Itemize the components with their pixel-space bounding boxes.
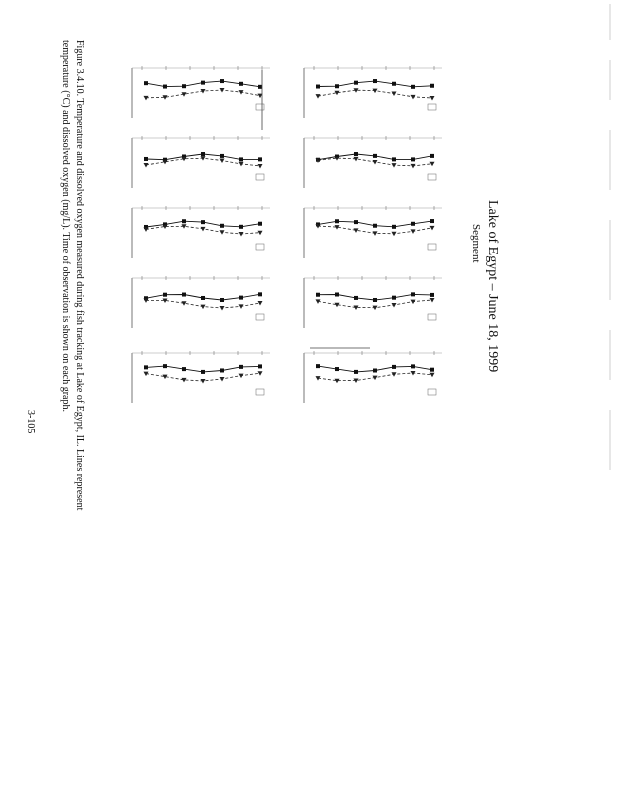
panel-legend-box: [256, 174, 264, 180]
page-number: 3-105: [25, 410, 36, 434]
data-point: [144, 227, 149, 232]
panel-legend-box: [256, 244, 264, 250]
data-point: [430, 162, 435, 167]
panel-legend-box: [256, 314, 264, 320]
profile-panel: [304, 136, 442, 188]
panel-legend-box: [428, 104, 436, 110]
data-point: [316, 94, 321, 99]
page-title: Lake of Egypt – June 18, 1999: [485, 200, 500, 373]
panel-legend-box: [428, 244, 436, 250]
figure-caption-line2: temperature (°C) and dissolved oxygen (mg/L). Time of observation is shown on each graph.: [60, 40, 71, 412]
profile-panel: [304, 276, 442, 328]
panel-legend-box: [428, 314, 436, 320]
data-point: [258, 301, 263, 306]
profile-panel: [132, 351, 270, 403]
profile-panel: [304, 351, 442, 403]
data-point: [258, 231, 263, 236]
profile-panel: [132, 206, 270, 258]
data-point: [258, 164, 263, 169]
data-point: [430, 373, 435, 378]
data-point: [430, 96, 435, 101]
profile-panel: [132, 66, 270, 118]
data-point: [430, 226, 435, 231]
profile-panel: [132, 276, 270, 328]
data-point: [182, 301, 187, 306]
series-line: [146, 90, 260, 98]
profile-panel: [304, 206, 442, 258]
panel-legend-box: [256, 104, 264, 110]
profile-panel: [132, 136, 270, 188]
page-subtitle: Segment: [470, 224, 482, 263]
profile-panel: [304, 66, 442, 118]
panel-legend-box: [256, 389, 264, 395]
series-line: [146, 300, 260, 308]
figure-caption-line1: Figure 3.4.10. Temperature and dissolved oxygen measured during fish tracking at Lake of Egypt, IL. Lines represent: [74, 40, 85, 511]
panel-legend-box: [428, 389, 436, 395]
panel-legend-box: [428, 174, 436, 180]
data-point: [144, 163, 149, 168]
